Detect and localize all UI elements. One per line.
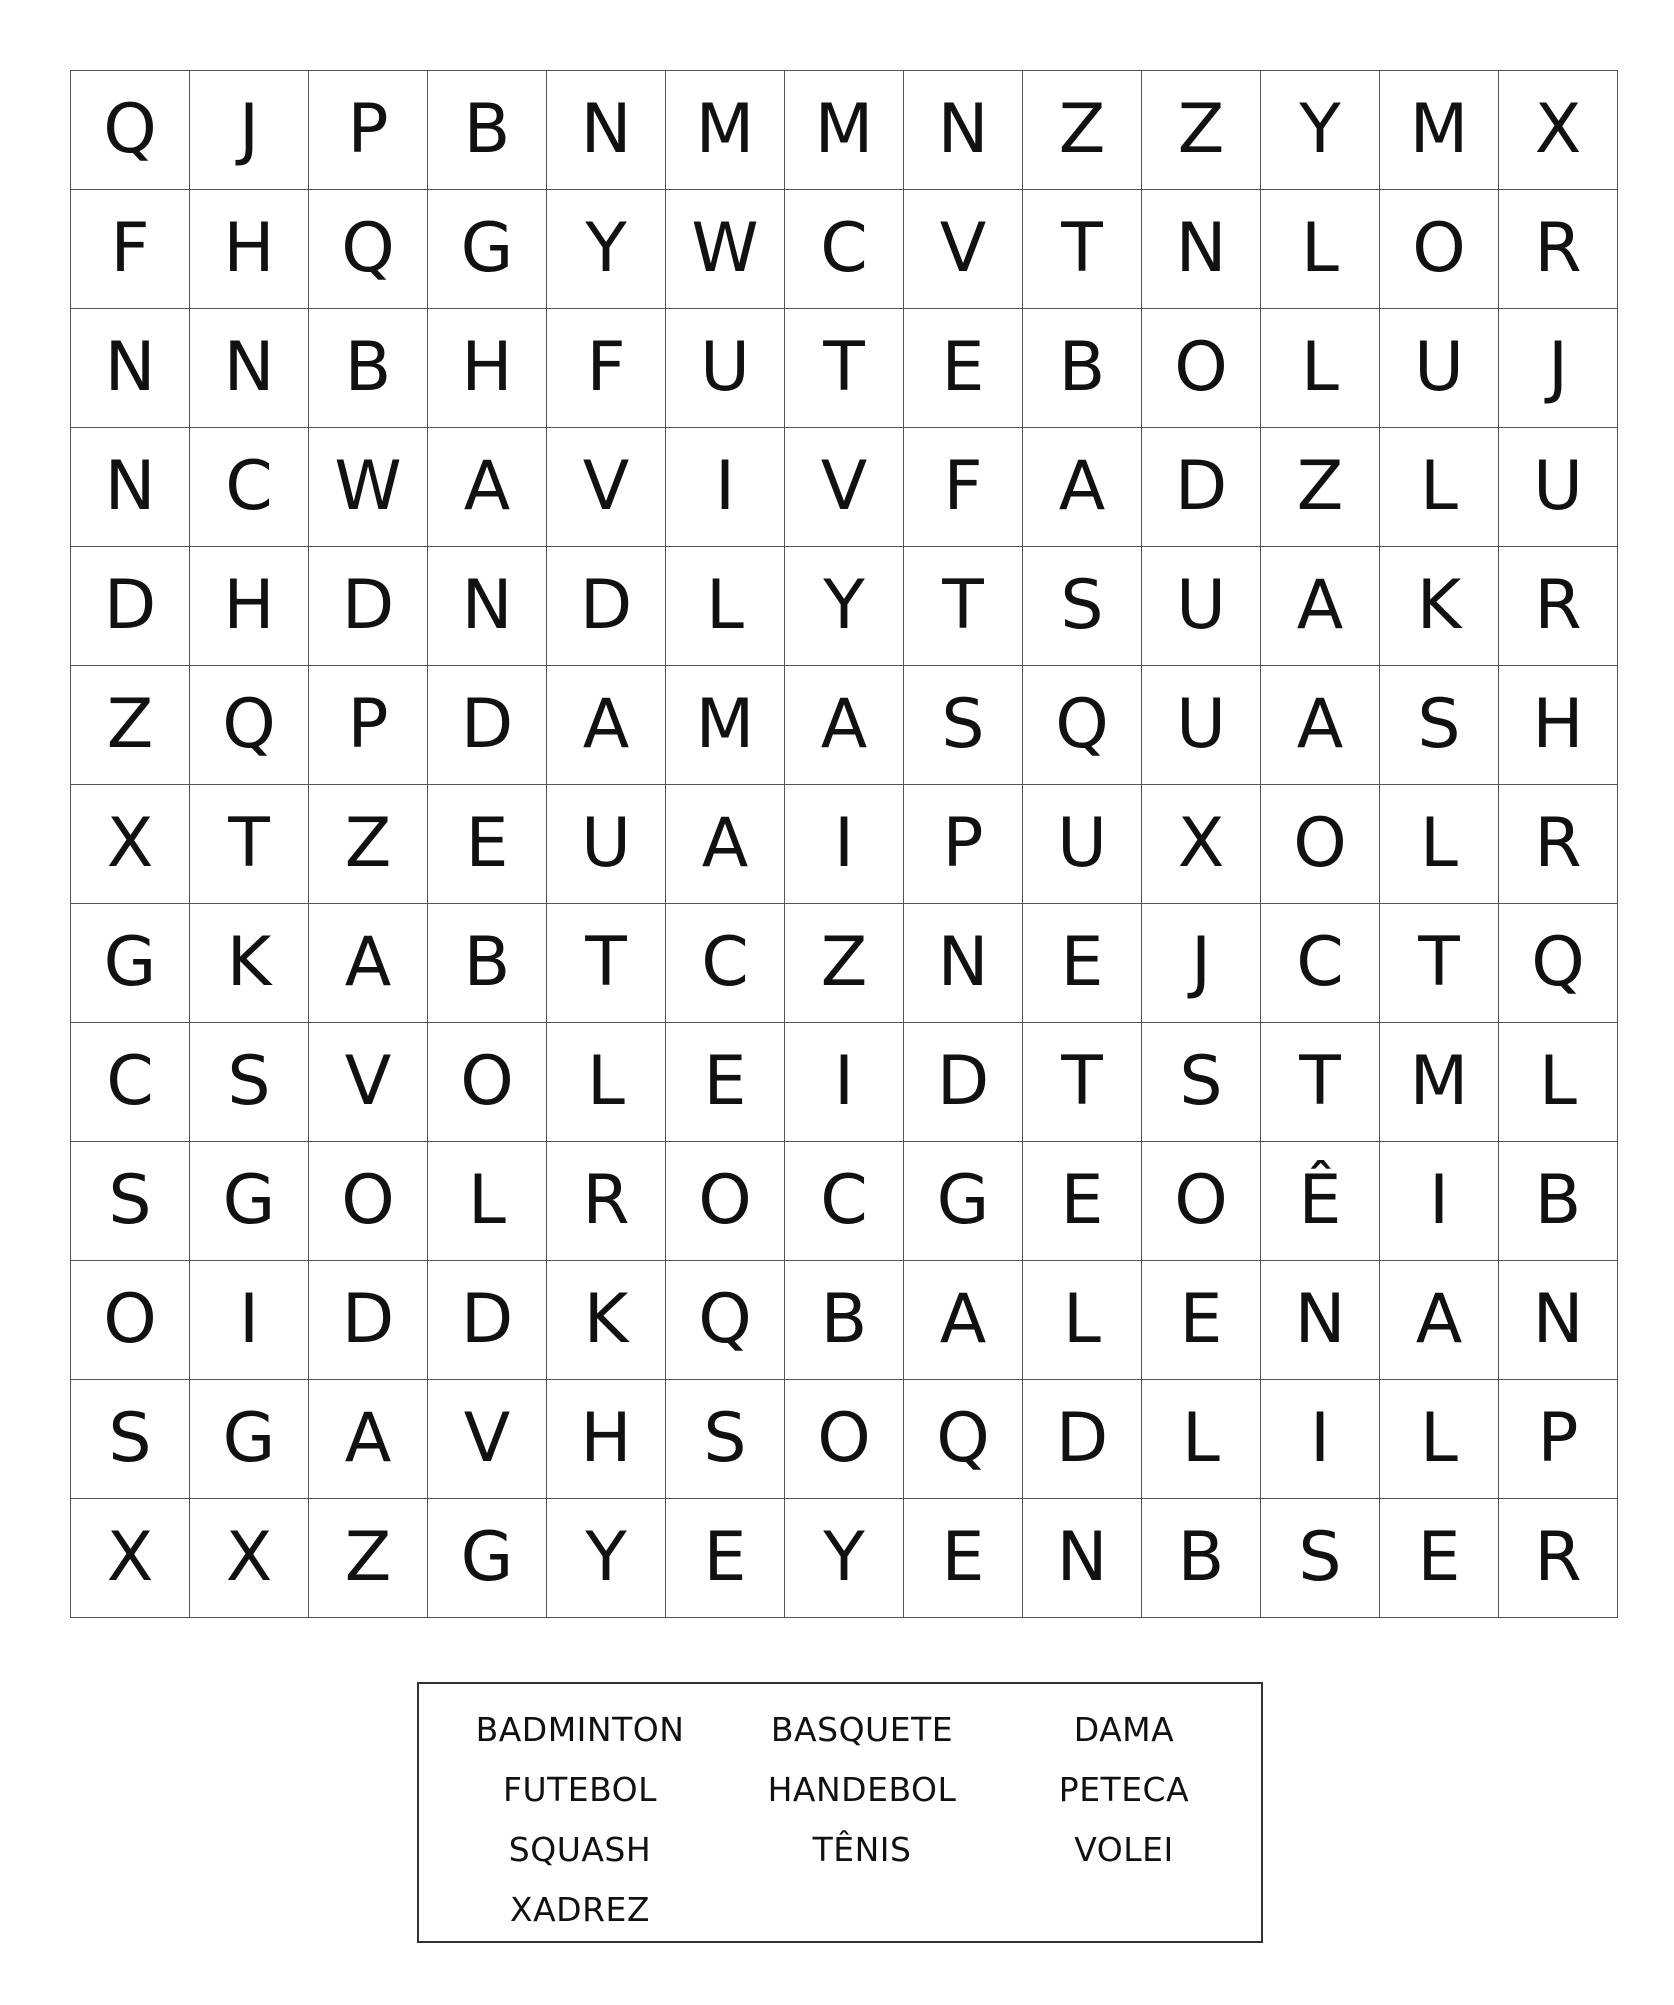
grid-row <box>71 428 1618 547</box>
grid-cell[interactable]: X <box>1499 71 1618 190</box>
grid-cell[interactable]: F <box>904 428 1023 547</box>
grid-cell[interactable]: K <box>190 904 309 1023</box>
grid-cell[interactable]: N <box>71 428 190 547</box>
grid-cell[interactable]: U <box>1023 785 1142 904</box>
grid-cell[interactable]: B <box>1142 1499 1261 1618</box>
grid-row <box>71 1380 1618 1499</box>
grid-cell[interactable]: O <box>785 1380 904 1499</box>
grid-cell[interactable]: V <box>785 428 904 547</box>
grid-cell[interactable]: R <box>1499 785 1618 904</box>
grid-row <box>71 1142 1618 1261</box>
word-item: HANDEBOL <box>767 1770 957 1809</box>
grid-cell[interactable]: G <box>190 1142 309 1261</box>
grid-cell[interactable]: N <box>1261 1261 1380 1380</box>
grid-cell[interactable]: I <box>666 428 785 547</box>
grid-cell[interactable]: O <box>666 1142 785 1261</box>
grid-cell[interactable]: N <box>190 309 309 428</box>
grid-cell[interactable]: S <box>190 1023 309 1142</box>
grid-cell[interactable]: X <box>71 785 190 904</box>
grid-row <box>71 1023 1618 1142</box>
grid-cell[interactable]: F <box>71 190 190 309</box>
grid-cell[interactable]: Q <box>309 190 428 309</box>
grid-cell[interactable]: A <box>904 1261 1023 1380</box>
word-item: PETECA <box>1058 1770 1190 1809</box>
grid-row <box>71 904 1618 1023</box>
grid-cell[interactable]: S <box>1261 1499 1380 1618</box>
grid-cell[interactable]: O <box>309 1142 428 1261</box>
grid-cell[interactable]: H <box>428 309 547 428</box>
grid-cell[interactable]: N <box>1499 1261 1618 1380</box>
grid-cell[interactable]: O <box>1261 785 1380 904</box>
grid-cell[interactable]: A <box>1261 547 1380 666</box>
grid-cell[interactable]: I <box>1380 1142 1499 1261</box>
grid-cell[interactable]: M <box>1380 71 1499 190</box>
grid-cell[interactable]: L <box>1380 428 1499 547</box>
grid-cell[interactable]: X <box>1142 785 1261 904</box>
grid-cell[interactable]: O <box>1380 190 1499 309</box>
grid-cell[interactable]: C <box>190 428 309 547</box>
grid-cell[interactable]: G <box>190 1380 309 1499</box>
grid-cell[interactable]: Y <box>1261 71 1380 190</box>
grid-cell[interactable]: M <box>666 71 785 190</box>
grid-cell[interactable]: P <box>1499 1380 1618 1499</box>
grid-cell[interactable]: S <box>904 666 1023 785</box>
grid-cell[interactable]: A <box>1261 666 1380 785</box>
grid-cell[interactable]: L <box>547 1023 666 1142</box>
grid-cell[interactable]: O <box>1142 309 1261 428</box>
grid-cell[interactable]: G <box>428 190 547 309</box>
grid-cell[interactable]: P <box>904 785 1023 904</box>
grid-cell[interactable]: Z <box>309 785 428 904</box>
grid-cell[interactable]: Y <box>785 547 904 666</box>
grid-row <box>71 666 1618 785</box>
grid-cell[interactable]: R <box>547 1142 666 1261</box>
grid-cell[interactable]: V <box>904 190 1023 309</box>
grid-cell[interactable]: B <box>785 1261 904 1380</box>
grid-cell[interactable]: T <box>1380 904 1499 1023</box>
grid-cell[interactable]: T <box>190 785 309 904</box>
grid-cell[interactable]: H <box>547 1380 666 1499</box>
grid-cell[interactable]: S <box>1380 666 1499 785</box>
grid-cell[interactable]: R <box>1499 547 1618 666</box>
grid-cell[interactable]: Q <box>666 1261 785 1380</box>
grid-cell[interactable]: Q <box>904 1380 1023 1499</box>
grid-cell[interactable]: V <box>428 1380 547 1499</box>
grid-cell[interactable]: I <box>1261 1380 1380 1499</box>
grid-cell[interactable]: L <box>1023 1261 1142 1380</box>
grid-cell[interactable]: B <box>1499 1142 1618 1261</box>
grid-cell[interactable]: D <box>309 1261 428 1380</box>
grid-cell[interactable]: D <box>904 1023 1023 1142</box>
word-list-box <box>417 1682 1263 1943</box>
grid-cell[interactable]: T <box>1261 1023 1380 1142</box>
grid-cell[interactable]: S <box>71 1142 190 1261</box>
grid-cell[interactable]: C <box>1261 904 1380 1023</box>
grid-cell[interactable]: U <box>1499 428 1618 547</box>
grid-cell[interactable]: B <box>428 904 547 1023</box>
grid-row <box>71 547 1618 666</box>
grid-cell[interactable]: B <box>309 309 428 428</box>
grid-cell[interactable]: U <box>1142 547 1261 666</box>
grid-cell[interactable]: T <box>785 309 904 428</box>
grid-cell[interactable]: R <box>1499 190 1618 309</box>
grid-cell[interactable]: V <box>547 428 666 547</box>
grid-cell[interactable]: X <box>71 1499 190 1618</box>
grid-cell[interactable]: L <box>1142 1380 1261 1499</box>
grid-row <box>71 1261 1618 1380</box>
grid-cell[interactable]: Y <box>547 190 666 309</box>
grid-cell[interactable]: E <box>428 785 547 904</box>
grid-cell[interactable]: I <box>785 1023 904 1142</box>
grid-cell[interactable]: T <box>1023 1023 1142 1142</box>
grid-cell[interactable]: P <box>309 71 428 190</box>
grid-cell[interactable]: D <box>428 666 547 785</box>
grid-cell[interactable]: D <box>547 547 666 666</box>
grid-cell[interactable]: M <box>785 71 904 190</box>
grid-cell[interactable]: B <box>428 71 547 190</box>
grid-cell[interactable]: U <box>1142 666 1261 785</box>
grid-cell[interactable]: H <box>190 190 309 309</box>
grid-row <box>71 1499 1618 1618</box>
grid-cell[interactable]: X <box>190 1499 309 1618</box>
grid-cell[interactable]: O <box>428 1023 547 1142</box>
grid-cell[interactable]: Z <box>1142 71 1261 190</box>
grid-cell[interactable]: A <box>547 666 666 785</box>
grid-cell[interactable]: B <box>1023 309 1142 428</box>
grid-cell[interactable]: E <box>1380 1499 1499 1618</box>
grid-cell[interactable]: Y <box>547 1499 666 1618</box>
grid-cell[interactable]: S <box>1023 547 1142 666</box>
grid-cell[interactable]: A <box>1380 1261 1499 1380</box>
grid-cell[interactable]: O <box>71 1261 190 1380</box>
grid-cell[interactable]: D <box>1023 1380 1142 1499</box>
grid-cell[interactable]: A <box>309 1380 428 1499</box>
grid-cell[interactable]: E <box>1142 1261 1261 1380</box>
word-list <box>439 1700 1245 1940</box>
grid-cell[interactable]: W <box>309 428 428 547</box>
grid-cell[interactable]: Z <box>1023 71 1142 190</box>
grid-cell[interactable]: E <box>1023 1142 1142 1261</box>
word-item: XADREZ <box>510 1890 650 1929</box>
grid-cell[interactable]: J <box>1499 309 1618 428</box>
grid-cell[interactable]: N <box>904 71 1023 190</box>
grid-cell[interactable]: A <box>1023 428 1142 547</box>
grid-cell[interactable]: M <box>1380 1023 1499 1142</box>
grid-cell[interactable]: L <box>1499 1023 1618 1142</box>
grid-cell[interactable]: F <box>547 309 666 428</box>
grid-cell[interactable]: G <box>71 904 190 1023</box>
grid-cell[interactable]: N <box>428 547 547 666</box>
grid-cell[interactable]: C <box>71 1023 190 1142</box>
grid-cell[interactable]: A <box>666 785 785 904</box>
grid-cell[interactable]: G <box>428 1499 547 1618</box>
grid-cell[interactable]: N <box>547 71 666 190</box>
grid-cell[interactable]: I <box>785 785 904 904</box>
grid-cell[interactable]: A <box>785 666 904 785</box>
word-item: DAMA <box>1073 1710 1175 1749</box>
grid-cell[interactable]: Z <box>1261 428 1380 547</box>
grid-cell[interactable]: L <box>1261 190 1380 309</box>
word-item: BASQUETE <box>770 1710 954 1749</box>
grid-cell[interactable]: H <box>190 547 309 666</box>
grid-row <box>71 190 1618 309</box>
grid-cell[interactable]: P <box>309 666 428 785</box>
grid-cell[interactable]: C <box>785 1142 904 1261</box>
word-item: SQUASH <box>508 1830 652 1869</box>
grid-cell[interactable]: Q <box>190 666 309 785</box>
grid-cell[interactable]: U <box>666 309 785 428</box>
word-item: TÊNIS <box>812 1830 912 1869</box>
grid-cell[interactable]: D <box>71 547 190 666</box>
grid-cell[interactable]: L <box>666 547 785 666</box>
grid-cell[interactable]: N <box>1142 190 1261 309</box>
grid-cell[interactable]: E <box>904 309 1023 428</box>
grid-cell[interactable]: L <box>1380 785 1499 904</box>
grid-cell[interactable]: D <box>309 547 428 666</box>
grid-cell[interactable]: A <box>309 904 428 1023</box>
grid-cell[interactable]: L <box>1380 1380 1499 1499</box>
grid-cell[interactable]: Q <box>71 71 190 190</box>
grid-cell[interactable]: Z <box>71 666 190 785</box>
grid-cell[interactable]: I <box>190 1261 309 1380</box>
grid-cell[interactable]: S <box>666 1380 785 1499</box>
word-item: VOLEI <box>1074 1830 1174 1869</box>
grid-cell[interactable]: N <box>1023 1499 1142 1618</box>
grid-cell[interactable]: J <box>1142 904 1261 1023</box>
grid-cell[interactable]: U <box>1380 309 1499 428</box>
grid-cell[interactable]: A <box>428 428 547 547</box>
grid-cell[interactable]: Q <box>1499 904 1618 1023</box>
grid-cell[interactable]: T <box>547 904 666 1023</box>
grid-cell[interactable]: E <box>666 1499 785 1618</box>
grid-cell[interactable]: H <box>1499 666 1618 785</box>
grid-cell[interactable]: S <box>71 1380 190 1499</box>
grid-row <box>71 71 1618 190</box>
grid-cell[interactable]: E <box>666 1023 785 1142</box>
grid-cell[interactable]: O <box>1142 1142 1261 1261</box>
grid-cell[interactable]: Z <box>309 1499 428 1618</box>
grid-cell[interactable]: K <box>547 1261 666 1380</box>
grid-cell[interactable]: U <box>547 785 666 904</box>
grid-cell[interactable]: G <box>904 1142 1023 1261</box>
grid-cell[interactable]: E <box>904 1499 1023 1618</box>
grid-cell[interactable]: D <box>428 1261 547 1380</box>
grid-cell[interactable]: C <box>666 904 785 1023</box>
grid-cell[interactable]: K <box>1380 547 1499 666</box>
grid-cell[interactable]: S <box>1142 1023 1261 1142</box>
grid-cell[interactable]: Z <box>785 904 904 1023</box>
grid-cell[interactable]: C <box>785 190 904 309</box>
grid-cell[interactable]: R <box>1499 1499 1618 1618</box>
grid-cell[interactable]: J <box>190 71 309 190</box>
grid-cell[interactable]: Q <box>1023 666 1142 785</box>
grid-cell[interactable]: W <box>666 190 785 309</box>
grid-cell[interactable]: N <box>71 309 190 428</box>
grid-cell[interactable]: T <box>1023 190 1142 309</box>
grid-cell[interactable]: T <box>904 547 1023 666</box>
grid-cell[interactable]: V <box>309 1023 428 1142</box>
grid-cell[interactable]: L <box>1261 309 1380 428</box>
grid-cell[interactable]: E <box>1023 904 1142 1023</box>
grid-cell[interactable]: N <box>904 904 1023 1023</box>
grid-cell[interactable]: Ê <box>1261 1142 1380 1261</box>
grid-cell[interactable]: D <box>1142 428 1261 547</box>
word-item: BADMINTON <box>475 1710 685 1749</box>
grid-row <box>71 309 1618 428</box>
grid-cell[interactable]: Y <box>785 1499 904 1618</box>
grid-cell[interactable]: L <box>428 1142 547 1261</box>
grid-row <box>71 785 1618 904</box>
letter-grid <box>70 70 1618 1618</box>
grid-cell[interactable]: M <box>666 666 785 785</box>
word-item: FUTEBOL <box>502 1770 658 1809</box>
